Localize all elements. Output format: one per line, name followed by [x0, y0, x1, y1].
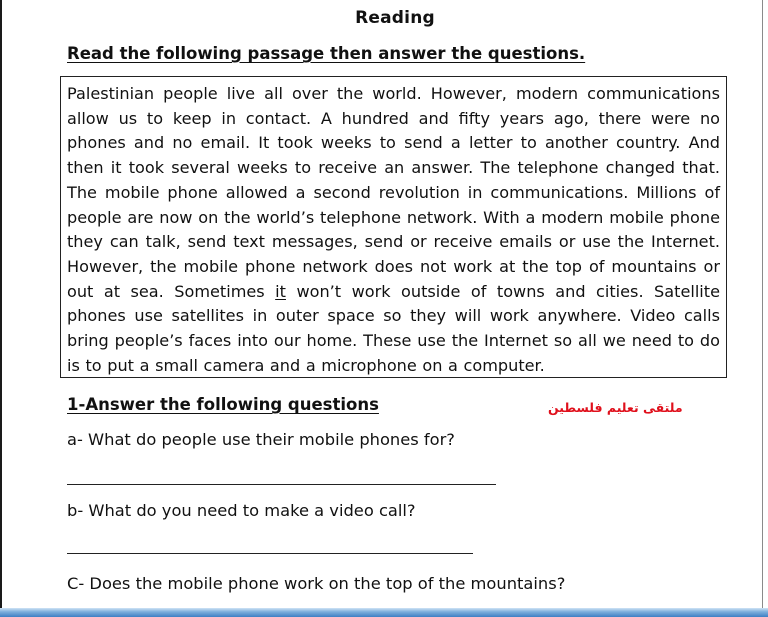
page-title: Reading — [355, 8, 435, 28]
watermark-text: ملتقى تعليم فلسطين — [548, 400, 683, 415]
page-left-edge — [0, 0, 2, 610]
questions-heading: 1-Answer the following questions — [67, 395, 379, 414]
window-bottom-bar — [0, 608, 768, 617]
question-b: b- What do you need to make a video call? — [67, 501, 416, 520]
passage-text-part2: won’t work outside of towns and cities. Satellite phones use satellites in outer space so they will work anywhere. Video calls bring people’s faces into our home. These use the Internet so all we need to do is to put a small camera and a microphone on a computer. — [67, 281, 720, 375]
page-right-edge — [762, 0, 763, 610]
question-c: C- Does the mobile phone work on the top of the mountains? — [67, 574, 566, 593]
answer-line-b[interactable] — [67, 553, 473, 554]
reading-passage — [60, 76, 727, 378]
question-a: a- What do people use their mobile phones for? — [67, 430, 455, 449]
passage-text-part1: Palestinian people live all over the world. However, modern communications allow us to keep in contact. A hundred and fifty years ago, there were no phones and no email. It took weeks to send a letter to another country. And then it took several weeks to receive an answer. The telephone changed that. The mobile phone allowed a second revolution in communications. Millions of people are now on the world’s telephone network. With a modern mobile phone they can talk, send text messages, send or receive emails or use the Internet. However, the mobile phone network does not work at the top of mountains or out at sea. Sometimes — [67, 84, 720, 301]
answer-line-a[interactable] — [67, 484, 496, 485]
instruction-text: Read the following passage then answer the questions. — [67, 44, 586, 63]
passage-underlined-word: it — [275, 281, 286, 301]
